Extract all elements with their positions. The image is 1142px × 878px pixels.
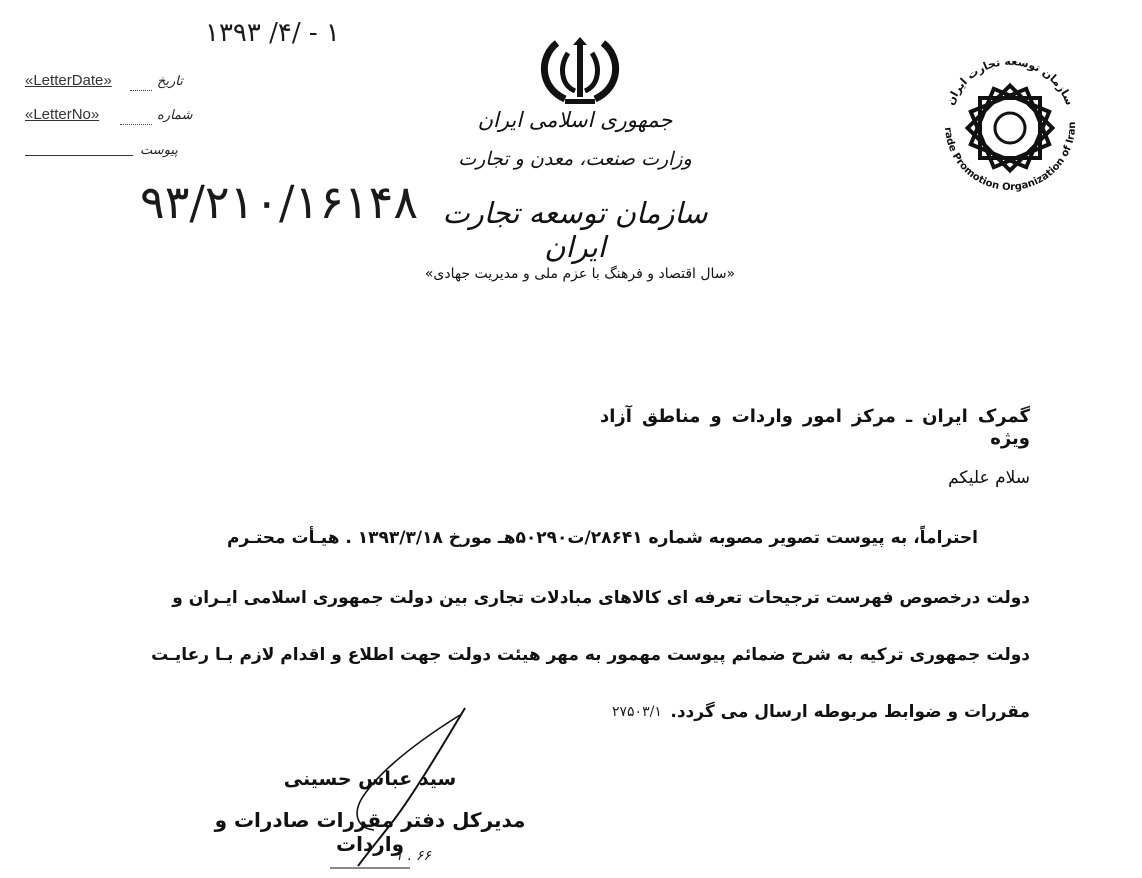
date-dotted-line [130, 90, 152, 91]
date-label: تاریخ [157, 74, 183, 89]
handwritten-signature-note: ۱ . ۶۶ [395, 848, 431, 864]
handwritten-date: ۱۳۹۳ /۴/ - ۱ [205, 18, 340, 48]
number-label: شماره [157, 108, 193, 123]
attachment-label: پیوست [140, 143, 178, 158]
republic-title: جمهوری اسلامی ایران [477, 108, 673, 132]
handwritten-reference: ۲۷۵۰۳/۱ [612, 704, 662, 720]
tpo-logo-icon [925, 40, 1095, 210]
letter-date-field: «LetterDate» [25, 72, 112, 89]
svg-text:Trade Promotion Organization o: rade Promotion Organization of Iran [942, 121, 1079, 194]
letter-no-field: «LetterNo» [25, 106, 100, 123]
body-line-4: مقررات و ضوابط مربوطه ارسال می گردد. [670, 702, 1030, 722]
svg-text:سازمان توسعه تجارت ایران: سازمان توسعه تجارت ایران [943, 54, 1077, 108]
signatory-title: مدیرکل دفتر مقررات صادرات و واردات [214, 808, 526, 856]
handwritten-letter-number: ۹۳/۲۱۰/۱۶۱۴۸ [140, 175, 419, 229]
organization-title: سازمان توسعه تجارت ایران [442, 196, 708, 264]
handwritten-signature [270, 700, 490, 874]
body-line-2: دولت درخصوص فهرست ترجیحات تعرفه ای کالاهای مبادلات تجاری بین دولت جمهوری اسلامی ایـران و [172, 588, 1030, 608]
number-dotted-line [120, 124, 152, 125]
recipient: گمرک ایران ـ مرکز امور واردات و مناطق آزاد ویژه [600, 406, 1030, 449]
body-line-1: احتراماً، به پیوست تصویر مصوبه شماره ۲۸۶۴۱/ت۵۰۲۹۰هـ مورخ ۱۳۹۳/۳/۱۸ . هیـأت محتـرم [227, 528, 978, 548]
signatory-name: سید عباس حسینی [283, 768, 457, 790]
attachment-line [25, 155, 133, 156]
iran-emblem-icon [535, 35, 625, 107]
greeting: سلام علیکم [948, 468, 1030, 488]
year-motto: «سال اقتصاد و فرهنگ با عزم ملی و مدیریت جهادی» [424, 266, 736, 282]
body-line-3: دولت جمهوری ترکیه به شرح ضمائم پیوست مهمور به مهر هیئت دولت جهت اطلاع و اقدام لازم بـا رعایـت [151, 645, 1030, 665]
ministry-title: وزارت صنعت، معدن و تجارت [458, 148, 692, 170]
